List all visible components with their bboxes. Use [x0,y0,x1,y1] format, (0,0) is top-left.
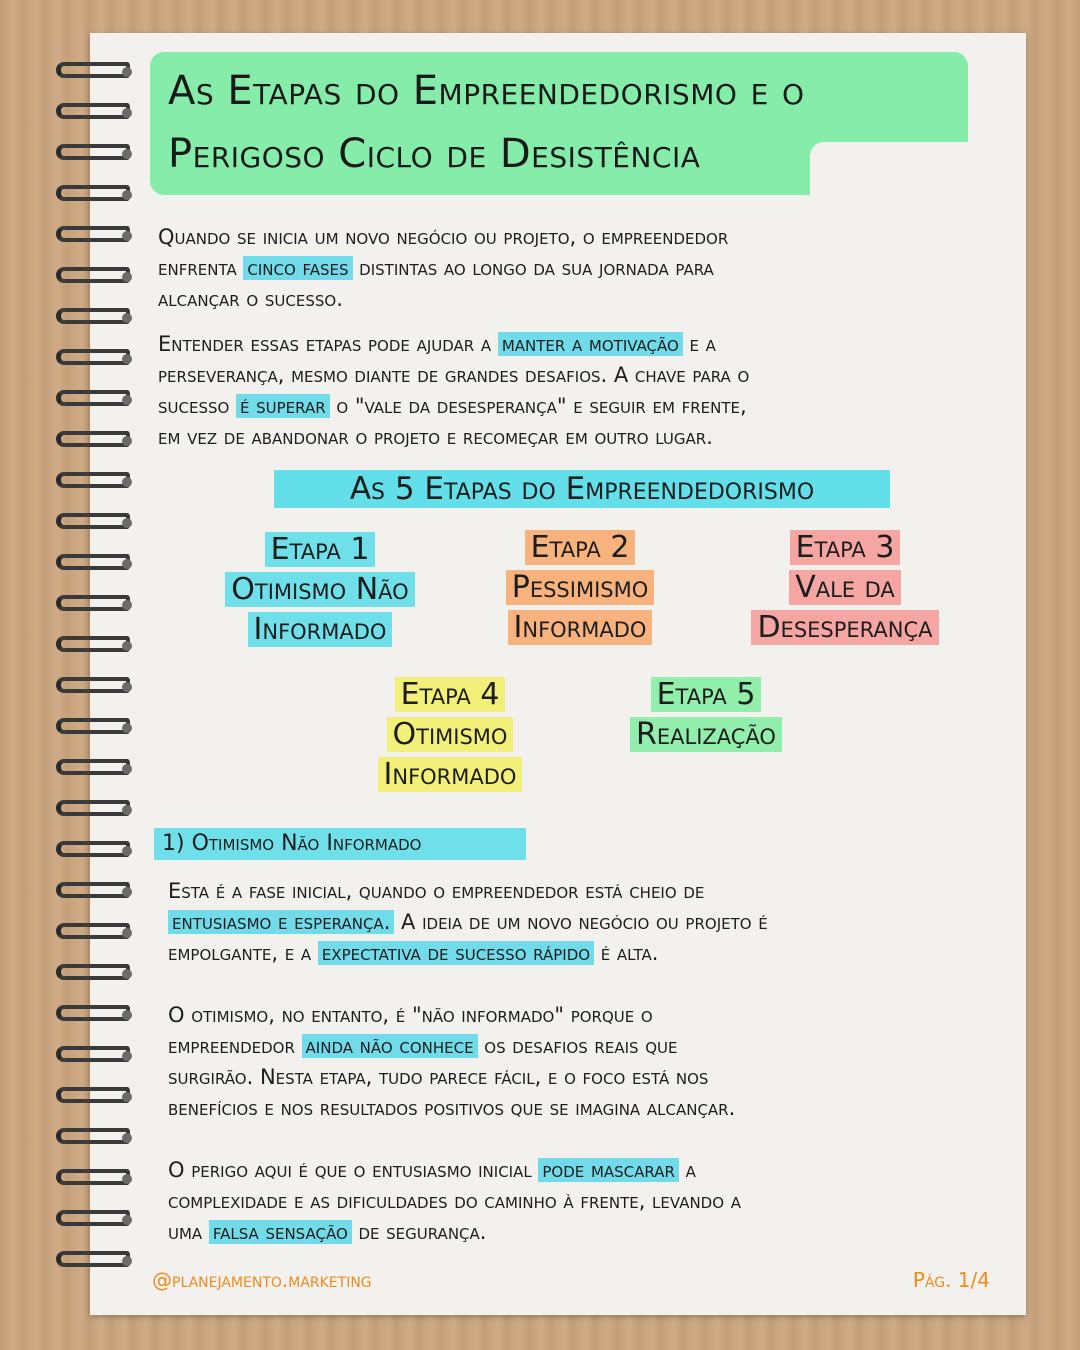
stage-2-label: Etapa 2 [525,530,636,565]
text-run: O otimismo, no entanto, é "não informado" porque o [168,1003,653,1027]
spiral-ring [50,306,138,330]
highlighted-text: expectativa de sucesso rápido [318,941,594,965]
spiral-ring [50,1003,138,1027]
spiral-ring [50,101,138,125]
spiral-ring [50,60,138,84]
stage-3 [720,528,970,648]
stage-1-name-line-2: Informado [248,612,393,647]
text-run: complexidade e as dificuldades do caminho à frente, levando a [168,1189,741,1213]
spiral-ring [50,675,138,699]
text-run: distintas ao longo da sua jornada para [352,256,714,280]
spiral-ring [50,757,138,781]
spiral-ring [50,470,138,494]
intro-p1-line [158,284,728,315]
spiral-binding [50,60,140,1300]
text-run: empolgante, e a [168,941,318,965]
stage-1-name-line-1: Otimismo Não [225,572,414,607]
phase-p2-line [168,1031,735,1062]
text-run: empreendedor [168,1034,302,1058]
text-run: é alta. [594,941,659,965]
phase-p2-line [168,1093,735,1124]
stage-4-label: Etapa 4 [395,677,506,712]
spiral-ring [50,1208,138,1232]
phase-p1-line [168,876,768,907]
text-run: sucesso [158,394,236,418]
stage-2-name-line-1: Pessimismo [506,570,655,605]
intro-paragraph-1 [158,222,728,315]
text-run: de segurança. [351,1220,487,1244]
intro-p2-line [158,329,749,360]
spiral-ring [50,142,138,166]
instagram-handle[interactable]: @planejamento.marketing [152,1268,372,1292]
spiral-ring [50,593,138,617]
text-run: benefícios e nos resultados positivos que se imagina alcançar. [168,1096,736,1120]
text-run: os desafios reais que [477,1034,678,1058]
text-run: o "vale da desesperança" e seguir em frente, [329,394,747,418]
spiral-ring [50,1044,138,1068]
spiral-ring [50,716,138,740]
spiral-ring [50,1249,138,1273]
spiral-ring [50,839,138,863]
text-run: A ideia de um novo negócio ou projeto é [394,910,768,934]
intro-paragraph-2 [158,329,749,453]
stage-1-label: Etapa 1 [265,532,376,567]
text-run: Quando se inicia um novo negócio ou projeto, o empreendedor [158,225,729,249]
phase-p1-line [168,907,768,938]
spiral-ring [50,1167,138,1191]
text-run: surgirão. Nesta etapa, tudo parece fácil, e o foco está nos [168,1065,709,1089]
spiral-ring [50,1126,138,1150]
highlighted-text: ainda não conhece [302,1034,478,1058]
section-title: As 5 Etapas do Empreendedorismo [274,470,890,508]
text-run: Esta é a fase inicial, quando o empreendedor está cheio de [168,879,705,903]
text-run: enfrenta [158,256,244,280]
title-line-2: Perigoso Ciclo de Desistência [168,131,701,177]
stage-4-name-line-1: Otimismo [387,717,514,752]
text-run: alcançar o sucesso. [158,287,343,311]
phase-p3-line [168,1186,741,1217]
stage-3-name-line-2: Desesperança [751,610,938,645]
phase-p3-line [168,1217,741,1248]
highlighted-text: entusiasmo e esperança. [168,910,394,934]
highlighted-text: pode mascarar [538,1158,679,1182]
title-line-1: As Etapas do Empreendedorismo e o [168,68,805,114]
spiral-ring [50,429,138,453]
spiral-ring [50,224,138,248]
stage-1 [200,530,440,650]
text-run: uma [168,1220,209,1244]
phase-1-paragraph-3 [168,1155,741,1248]
highlighted-text: é superar [236,394,330,418]
intro-p2-line [158,360,749,391]
text-run: Entender essas etapas pode ajudar a [158,332,498,356]
intro-p1-line [158,222,728,253]
stage-4-name-line-2: Informado [378,757,523,792]
page-number: Pág. 1/4 [912,1268,990,1292]
text-run: a [678,1158,696,1182]
phase-p2-line [168,1000,735,1031]
phase-1-heading: 1) Otimismo Não Informado [154,828,526,860]
phase-1-paragraph-1 [168,876,768,969]
text-run: perseverança, mesmo diante de grandes desafios. A chave para o [158,363,750,387]
phase-p3-line [168,1155,741,1186]
stage-4 [340,675,560,795]
spiral-ring [50,552,138,576]
spiral-ring [50,880,138,904]
phase-p1-line [168,938,768,969]
highlighted-text: manter a motivação [498,332,683,356]
spiral-ring [50,265,138,289]
text-run: e a [682,332,716,356]
text-run: em vez de abandonar o projeto e recomeçar em outro lugar. [158,425,713,449]
highlighted-text: cinco fases [243,256,352,280]
spiral-ring [50,962,138,986]
stage-3-label: Etapa 3 [790,530,901,565]
stage-3-name-line-1: Vale da [789,570,901,605]
spiral-ring [50,1085,138,1109]
stage-2-name-line-2: Informado [508,610,653,645]
spiral-ring [50,183,138,207]
intro-p2-line [158,391,749,422]
intro-p1-line [158,253,728,284]
spiral-ring [50,921,138,945]
spiral-ring [50,634,138,658]
spiral-ring [50,347,138,371]
stage-5-name-line-1: Realização [630,717,782,752]
spiral-ring [50,388,138,412]
stage-5-label: Etapa 5 [651,677,762,712]
stage-5 [596,675,816,755]
phase-1-paragraph-2 [168,1000,735,1124]
spiral-ring [50,798,138,822]
intro-p2-line [158,422,749,453]
text-run: O perigo aqui é que o entusiasmo inicial [168,1158,539,1182]
highlighted-text: falsa sensação [209,1220,352,1244]
phase-p2-line [168,1062,735,1093]
stage-2 [460,528,700,648]
spiral-ring [50,511,138,535]
